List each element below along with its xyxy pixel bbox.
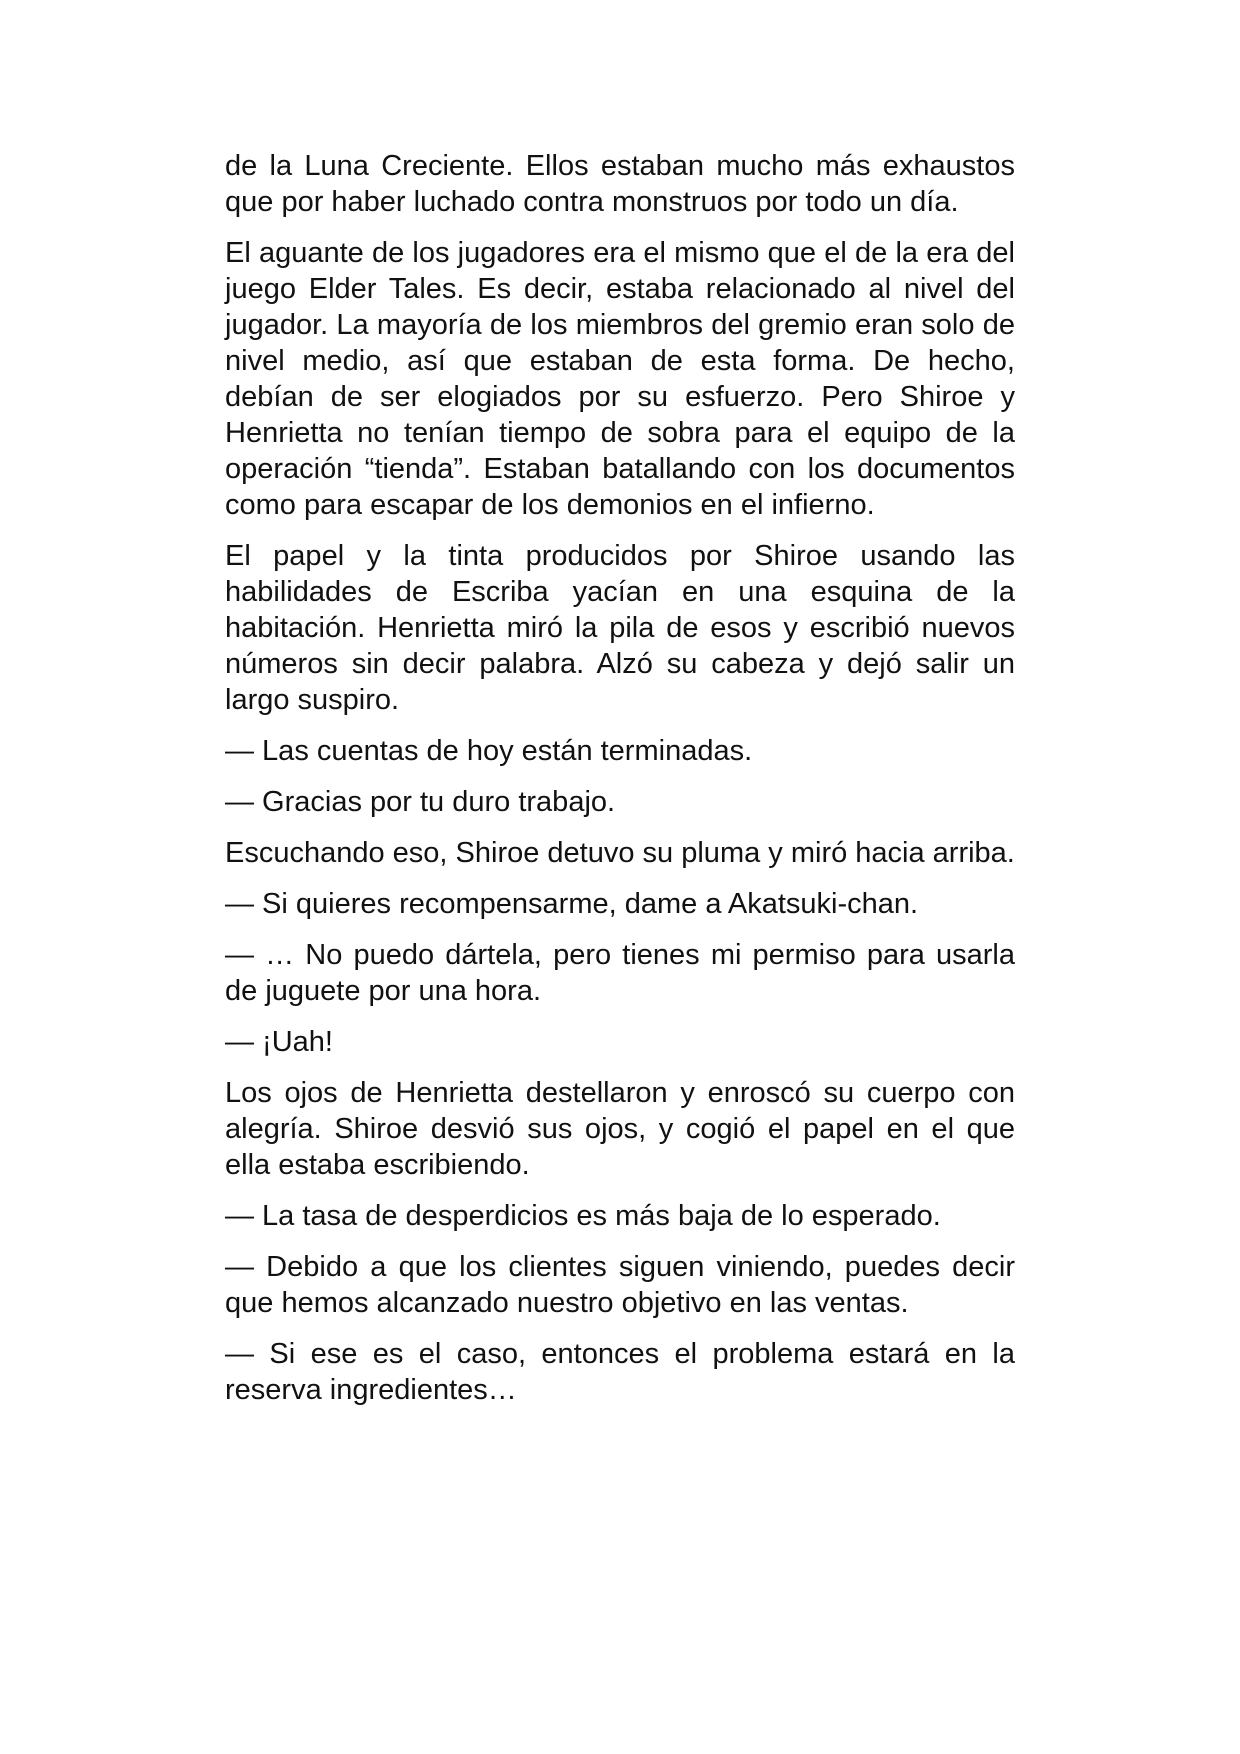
dialogue-line: — Si quieres recompensarme, dame a Akatsuki-chan. [225,888,919,920]
paragraph: Los ojos de Henrietta destellaron y enroscó su cuerpo con alegría. Shiroe desvió sus ojos, y cogió el papel en el que ella estaba escribiendo. [225,1077,1015,1181]
dialogue-line: — Debido a que los clientes siguen viniendo, puedes decir que hemos alcanzado nuestro objetivo en las ventas. [225,1251,1015,1319]
paragraph: El aguante de los jugadores era el mismo que el de la era del juego Elder Tales. Es decir, estaba relacionado al nivel del jugador. La mayoría de los miembros del gremio eran solo de nivel medio, así que estaban de esta forma. De hecho, debían de ser elogiados por su esfuerzo. Pero Shiroe y Henrietta no tenían tiempo de sobra para el equipo de la operación “tienda”. Estaban batallando con los documentos como para escapar de los demonios en el infierno. [225,237,1015,521]
dialogue-line: — … No puedo dártela, pero tienes mi permiso para usarla de juguete por una hora. [225,939,1015,1007]
paragraph: Escuchando eso, Shiroe detuvo su pluma y miró hacia arriba. [225,837,1015,869]
dialogue-line: — Si ese es el caso, entonces el problema estará en la reserva ingredientes… [225,1338,1015,1406]
paragraph: de la Luna Creciente. Ellos estaban mucho más exhaustos que por haber luchado contra monstruos por todo un día. [225,150,1015,218]
dialogue-line: — ¡Uah! [225,1026,333,1058]
dialogue-line: — Las cuentas de hoy están terminadas. [225,735,753,767]
dialogue-line: — Gracias por tu duro trabajo. [225,786,616,818]
paragraph: El papel y la tinta producidos por Shiroe usando las habilidades de Escriba yacían en una esquina de la habitación. Henrietta miró la pila de esos y escribió nuevos números sin decir palabra. Alzó su cabeza y dejó salir un largo suspiro. [225,540,1015,716]
page-body [225,148,1015,1423]
dialogue-line: — La tasa de desperdicios es más baja de lo esperado. [225,1200,941,1232]
